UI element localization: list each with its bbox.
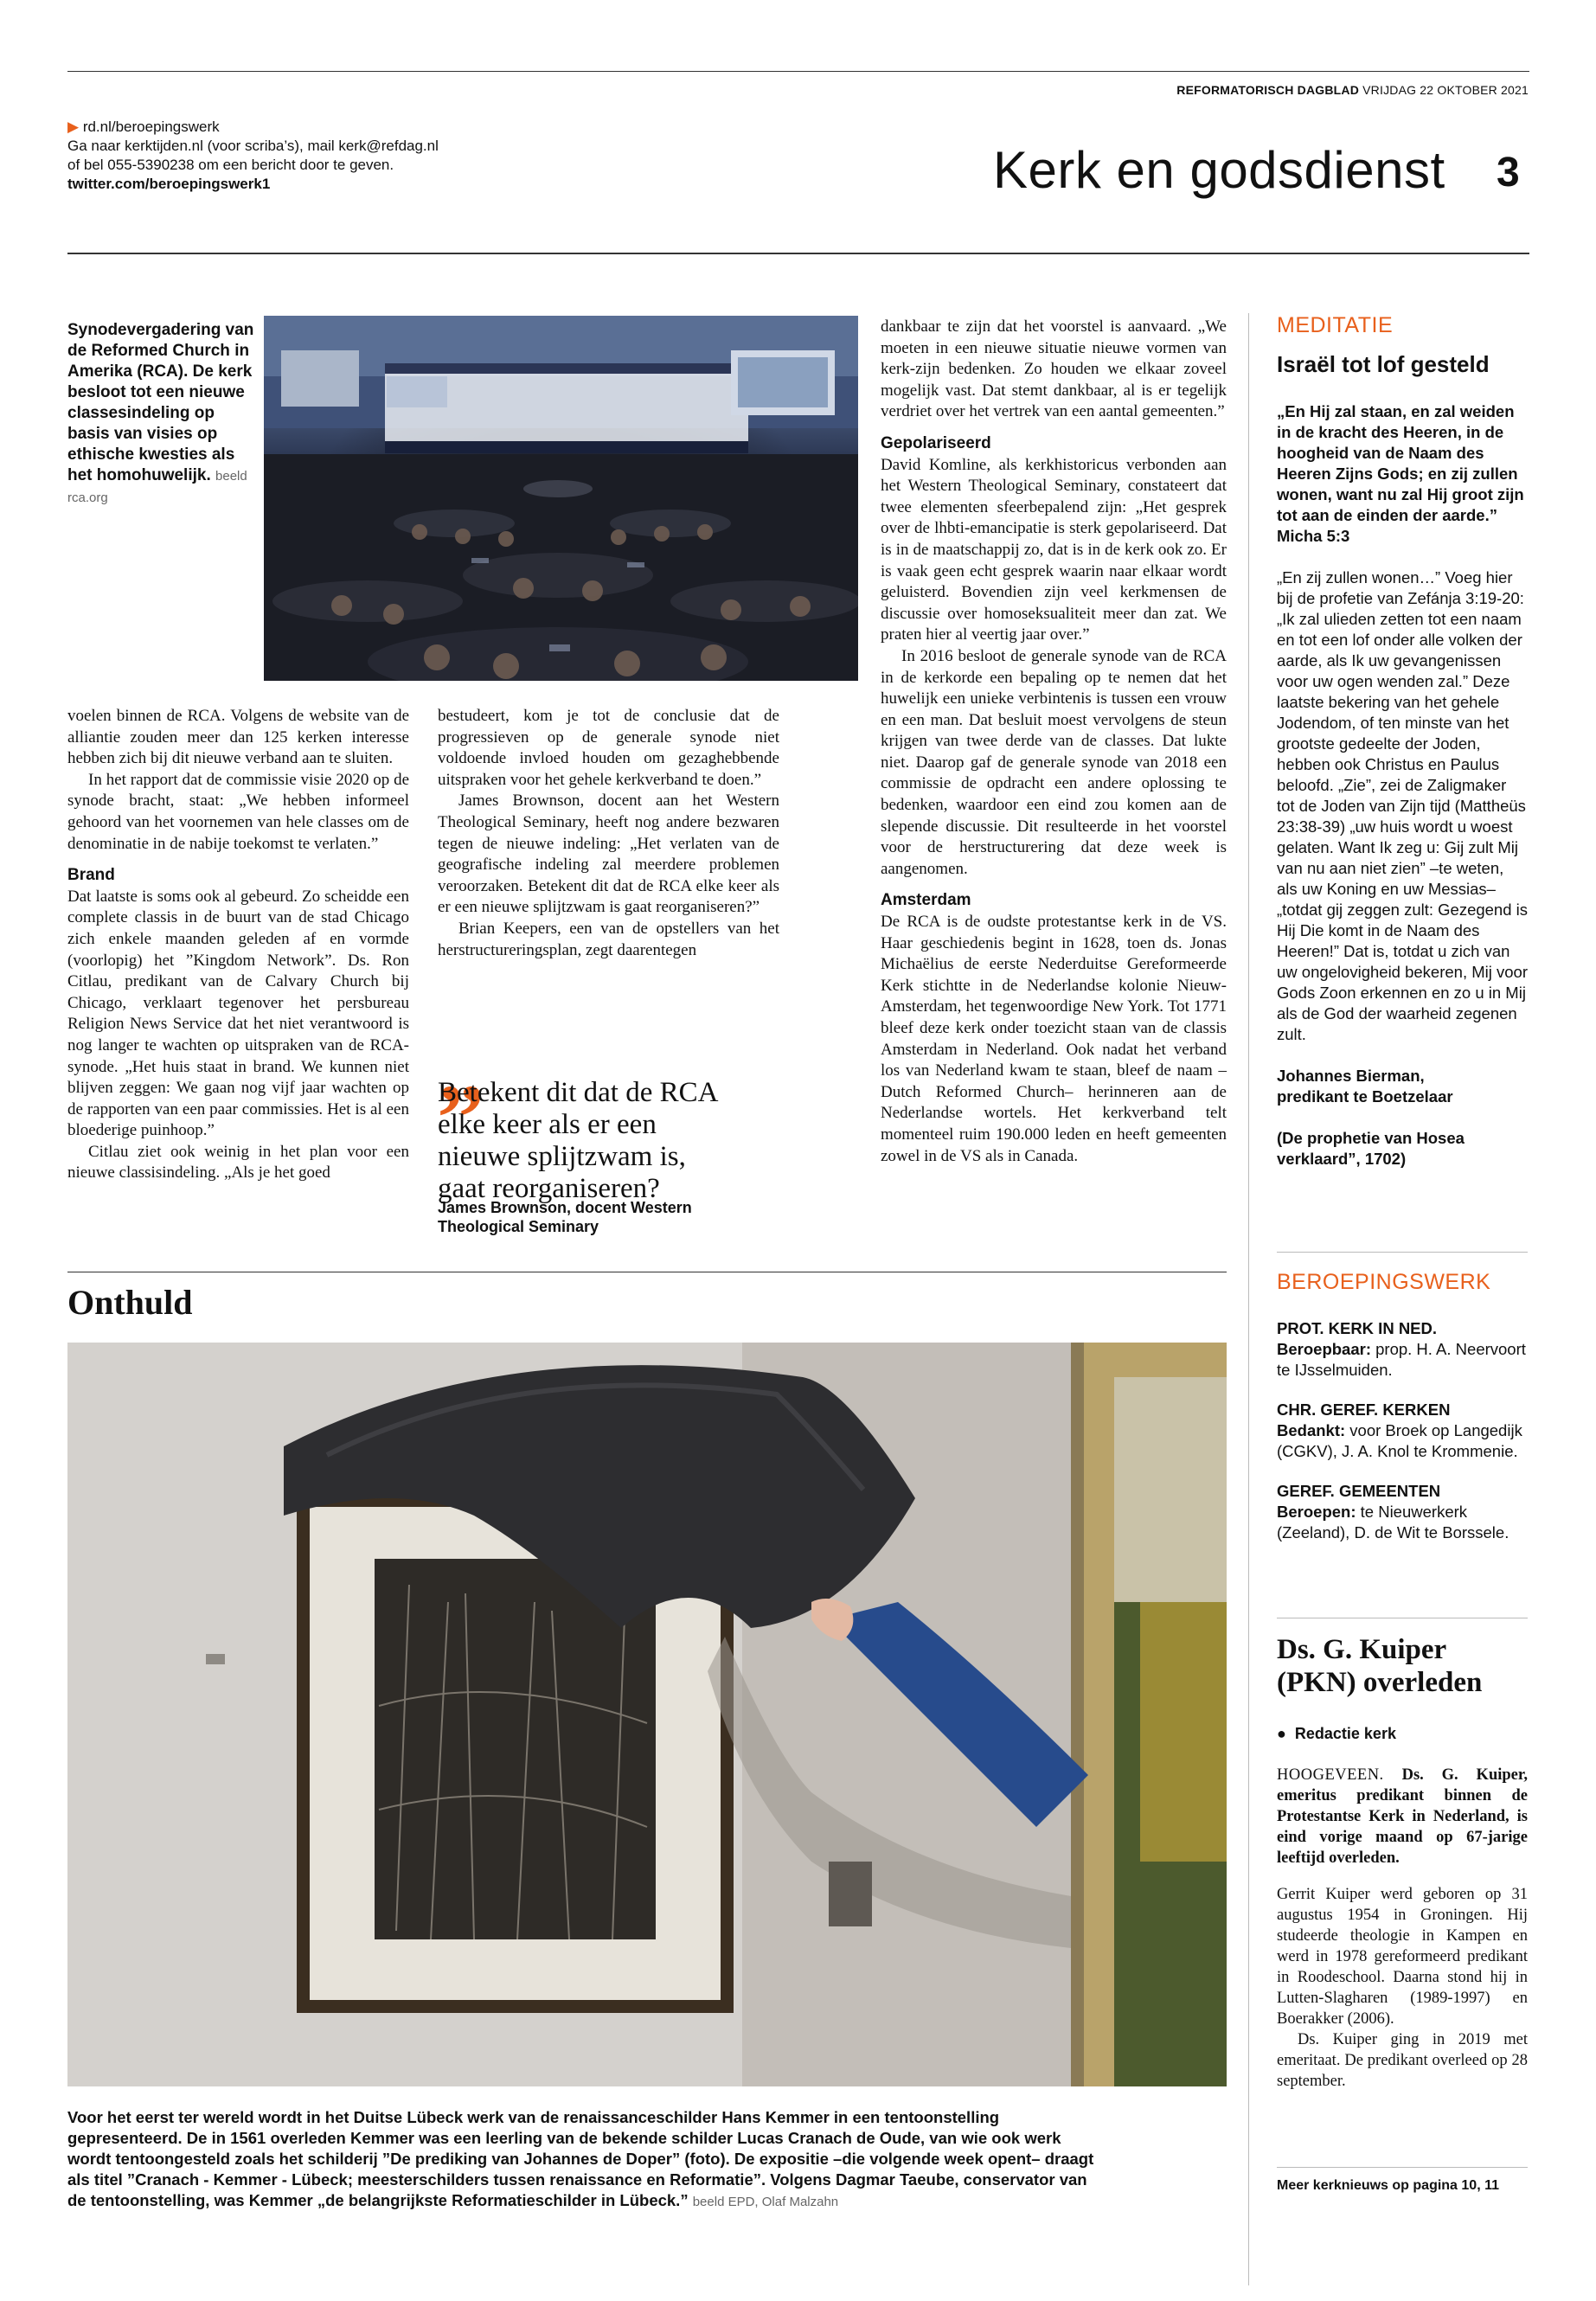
pull-quote: Betekent dit dat de RCA elke keer als er een nieuwe splijtzwam is, gaat reorganiseren?	[438, 1077, 717, 1204]
obituary-paragraph: Gerrit Kuiper werd geboren op 31 augustus 1954 in Groningen. Hij studeerde theologie in Kampen en werd in 1978 gereformeerd predikant in Roodeschool. Daarna stond hij in Lutten-Slagharen (1989-1997) en Boerakker (2006).	[1277, 1886, 1528, 2028]
group-text: te Nieuwerkerk (Zeeland), D. de Wit te Borssele.	[1277, 1503, 1509, 1541]
subheading-amsterdam: Amsterdam	[881, 891, 971, 910]
col3-paragraph: David Komline, als kerkhistoricus verbonden aan het Western Theological Seminary, constateert dat twee elementen sfeerbepalend zijn: „Het gesprek over de lhbti-emancipatie is sterk gepolariseerd. Dat is in de maatschappij zo, dat is in de kerk ook zo. Er is vaak geen echt gesprek waarin naar elkaar wordt geluisterd. Bovendien zijn veel kerkmensen de discussie over homoseksualiteit meer dan zat. We praten hier al veertig jaar over.”	[881, 455, 1227, 644]
meditatie-author: Johannes Bierman,	[1277, 1067, 1425, 1085]
beroepingswerk-link[interactable]: rd.nl/beroepingswerk	[82, 119, 220, 135]
onthuld-credit: beeld EPD, Olaf Malzahn	[692, 2195, 839, 2209]
church-name: PROT. KERK IN NED.	[1277, 1319, 1438, 1337]
group-text: voor Broek op Langedijk (CGKV), J. A. Knol te Krommenie.	[1277, 1421, 1522, 1460]
church-name: GEREF. GEMEENTEN	[1277, 1482, 1441, 1500]
twitter-link[interactable]: twitter.com/beroepingswerk1	[67, 176, 271, 192]
group-text: prop. H. A. Neervoort te IJsselmuiden.	[1277, 1340, 1526, 1379]
meditatie-author-role: predikant te Boetzelaar	[1277, 1087, 1453, 1106]
bullet-icon: ●	[1277, 1725, 1286, 1742]
synod-photo-illustration	[264, 316, 858, 681]
col2-paragraph: Brian Keepers, een van de opstellers van het herstructureringsplan, zegt daarentegen	[438, 919, 779, 959]
more-news-link[interactable]: Meer kerknieuws op pagina 10, 11	[1277, 2178, 1499, 2193]
page-number: 3	[1497, 150, 1520, 195]
col1-paragraph: In het rapport dat de commissie visie 2020 op de synode bracht, staat: „We hebben informeel gehoord van het voornemen van hele classes om de denominatie in de nabije toekomst te verlaten.”	[67, 770, 409, 853]
obituary-title: Ds. G. Kuiper (PKN) overleden	[1277, 1634, 1483, 1698]
article-column-3	[881, 317, 1227, 1167]
beroepingswerk-group	[1277, 1318, 1528, 1381]
group-label: Beroepbaar:	[1277, 1340, 1371, 1358]
meditatie-text: „En zij zullen wonen…” Voeg hier bij de profetie van Zefánja 3:19-20: „Ik zal ulieden zetten tot een naam en tot een lof onder alle volken der aarde, als Ik uw gevangenissen voor uw ogen wenden zal.” Deze laatste bekering van het gehele Jodendom, of ten minste van het grootste gedeelte der Joden, hebben ook Christus en Paulus beloofd. „Zie”, zei de Zaligmaker tot de Joden van Zijn tijd (Mattheüs 23:38-39) „uw huis wordt u woest gelaten. Want Ik zeg u: Gij zult Mij van nu aan niet zien” –te weten, als uw Koning en uw Messias– „totdat gij zeggen zult: Gezegend is Hij Die komt in de Naam des Heeren!” Dat is, totdat u zich van uw ongelovigheid bekeren, Mij voor Gods Zoon erkennen en zo u in Mij als de God der waarheid zegenen zult.	[1277, 568, 1529, 1043]
sidebar-rule	[1277, 1252, 1528, 1253]
paper-name: REFORMATORISCH DAGBLAD	[1176, 83, 1360, 97]
obituary-byline	[1277, 1725, 1396, 1743]
top-info	[67, 118, 552, 194]
onthuld-caption-text: Voor het eerst ter wereld wordt in het Duitse Lübeck werk van de renaissanceschilder Hans Kemmer in een tentoonstelling gepresenteerd. De in 1561 overleden Kemmer was een leerling van de bekende schilder Lucas Cranach de Oude, van wie ook werk wordt tentoongesteld zoals het schilderij ”De prediking van Johannes de Doper” (foto). De expositie –die volgende week opent– draagt als titel ”Cranach - Kemmer - Lübeck; meesterschilders tussen renaissance en Reformatie”. Volgens Dagmar Taeube, conservator van de tentoonstelling, was Kemmer „de belangrijkste Reformatieschilder in Lübeck.”	[67, 2108, 1094, 2209]
col3-paragraph: In 2016 besloot de generale synode van de RCA in de kerkorde een bepaling op te nemen dat het huwelijk een unieke verbintenis is tussen een vrouw en een man. Dat besluit moest vervolgens de steun krijgen van twee derde van de classes. Dat lukte niet. Daarop gaf de generale synode van 2018 een commissie de opdracht een andere oplossing te bedenken, waardoor een eind zou komen aan de slepende discussie. Dit resulteerde in het voorstel voor de herstructurering dat deze week is aangenomen.	[881, 646, 1227, 878]
col1-paragraph: Dat laatste is soms ook al gebeurd. Zo scheidde een complete classis in de buurt van de stad Chicago zich enkele maanden geleden af en vormde (voorlopig) het ”Kingdom Network”. Ds. Ron Citlau, predikant van de Calvary Church bij Chicago, verklaart tegenover het persbureau Religion News Service dat het niet verantwoord is nog langer te wachten op uitspraken van de RCA-synode. „Het huis staat in brand. We kunnen niet blijven zeggen: We gaan nog vijf jaar wachten op de rapporten van een paar commissies. Het is al een bloederige puinhoop.”	[67, 887, 409, 1140]
pull-quote-attribution: James Brownson, docent Western Theological Seminary	[438, 1199, 692, 1235]
obituary-dateline: HOOGEVEEN.	[1277, 1766, 1384, 1784]
masthead	[1176, 83, 1529, 97]
header-rule	[67, 253, 1529, 254]
church-name: CHR. GEREF. KERKEN	[1277, 1400, 1451, 1419]
obituary-paragraph: Ds. Kuiper ging in 2019 met emeritaat. De predikant overleed op 28 september.	[1277, 2031, 1528, 2090]
onthuld-caption	[67, 2107, 1106, 2213]
onthuld-title: Onthuld	[67, 1283, 193, 1322]
info-line-2: of bel 055-5390238 om een bericht door te geven.	[67, 157, 394, 173]
col1-paragraph: voelen binnen de RCA. Volgens de website van de alliantie zouden meer dan 125 kerken interesse hebben zich bij dit nieuwe verband aan te sluiten.	[67, 707, 409, 768]
info-line-1: Ga naar kerktijden.nl (voor scriba’s), mail kerk@refdag.nl	[67, 138, 439, 154]
issue-date: VRIJDAG 22 OKTOBER 2021	[1362, 83, 1529, 97]
col3-paragraph: dankbaar te zijn dat het voorstel is aanvaard. „We moeten in een nieuwe situatie nieuwe vormen van kerk-zijn bedenken. Zo houden we elkaar zoveel mogelijk vast. Dat stemt dankbaar, al is er tegelijk verdriet over het vertrek van een aantal gemeenten.”	[881, 317, 1227, 421]
obituary-body	[1277, 1765, 1528, 2092]
arrow-right-icon: ▶	[67, 119, 80, 135]
meditatie-source: (De prophetie van Hosea verklaard”, 1702)	[1277, 1129, 1465, 1168]
article-column-1	[67, 706, 409, 1184]
subheading-brand: Brand	[67, 866, 115, 885]
quote-mark-icon: „	[438, 1016, 485, 1121]
synod-photo	[264, 316, 858, 681]
photo1-caption-text: Synodevergadering van de Reformed Church in Amerika (RCA). De kerk besloot tot een nieuwe classesindeling op basis van visies op ethische kwesties als het homohuwelijk.	[67, 321, 254, 484]
beroepingswerk-list	[1277, 1318, 1528, 1543]
col1-paragraph: Citlau ziet ook weinig in het plan voor een nieuwe classisindeling. „Als je het goed	[67, 1142, 409, 1183]
meditatie-verse: „En Hij zal staan, en zal weiden in de kracht des Heeren, in de hoogheid van de Naam des Heeren Zijns Gods; en zij zullen wonen, want nu zal Hij groot zijn tot aan de einden der aarde.”	[1277, 402, 1524, 524]
group-label: Bedankt:	[1277, 1421, 1346, 1439]
beroepingswerk-head: BEROEPINGSWERK	[1277, 1270, 1491, 1294]
exhibition-photo-illustration	[67, 1343, 1227, 2086]
meditatie-title: Israël tot lof gesteld	[1277, 351, 1490, 377]
group-label: Beroepen:	[1277, 1503, 1356, 1521]
col3-paragraph: De RCA is de oudste protestantse kerk in de VS. Haar geschiedenis begint in 1628, toen ds. Jonas Michaëlius de eerste Nederduitse Gereformeerde Kerk stichtte in de Nederlandse kolonie Nieuw-Amsterdam, het tegenwoordige New York. Tot 1771 bleef deze kerk onder toezicht staan van de classis Amsterdam in Nederland. Ook nadat het verband los van Nederland kwam te staan, bleef de naam –Dutch Reformed Church– herinneren aan de Nederlandse wortels. Het kerkverband telt momenteel ruim 190.000 leden en heeft gemeenten zowel in de VS als in Canada.	[881, 913, 1227, 1165]
photo1-credit: beeld rca.org	[67, 469, 247, 505]
meditatie-body	[1277, 401, 1528, 1170]
top-rule	[67, 71, 1529, 72]
meditatie-reference: Micha 5:3	[1277, 527, 1350, 545]
col2-paragraph: bestudeert, kom je tot de conclusie dat de progressieven op de generale synode niet voldoende invloed houden om gezaghebbende uitspraken voor het gehele kerkverband te doen.”	[438, 707, 779, 789]
exhibition-photo	[67, 1343, 1227, 2086]
article-column-2	[438, 706, 779, 961]
section-title: Kerk en godsdienst	[993, 141, 1445, 199]
subheading-gepolariseerd: Gepolariseerd	[881, 433, 991, 452]
obituary-byline-text: Redactie kerk	[1294, 1725, 1396, 1742]
photo1-caption	[67, 320, 260, 509]
meditatie-head: MEDITATIE	[1277, 313, 1394, 337]
sidebar-rule	[1277, 2167, 1528, 2168]
sidebar-divider	[1248, 313, 1249, 2285]
beroepingswerk-group	[1277, 1481, 1528, 1543]
obituary-lead: Ds. G. Kuiper, emeritus predikant binnen de Protestantse Kerk in Nederland, is eind vorige maand op 67-jarige leeftijd overleden.	[1277, 1766, 1529, 1867]
col2-paragraph: James Brownson, docent aan het Western Theological Seminary, heeft nog andere bezwaren tegen de nieuwe indeling: „Het verlaten van de geografische indeling zal meerdere problemen veroorzaken. Betekent dit dat de RCA elke keer als er een nieuwe splijtzwam is gaat reorganiseren?”	[438, 792, 779, 917]
beroepingswerk-group	[1277, 1400, 1528, 1462]
